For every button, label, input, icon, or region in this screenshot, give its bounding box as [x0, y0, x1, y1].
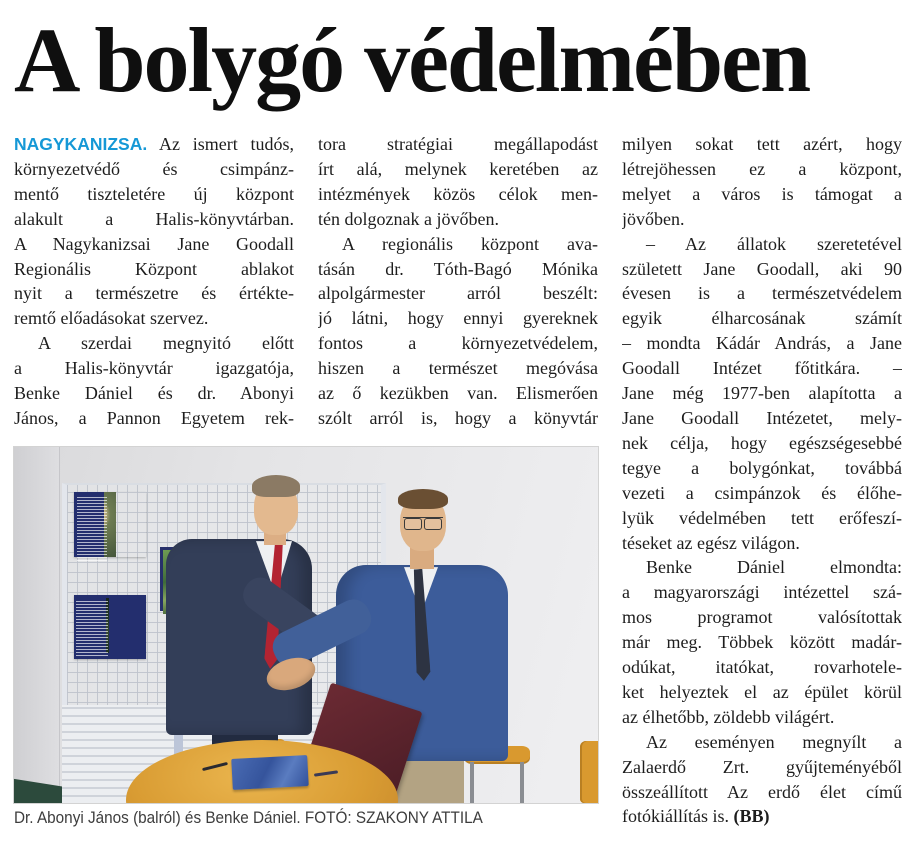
body-text-line: Benke Dániel elmondta:	[646, 557, 902, 578]
body-text-line: intézmények közös célok men-	[318, 183, 598, 204]
body-text-line: mentő tiszteletére új központ	[14, 183, 294, 204]
body-text-line: mos programot valósítottak	[622, 607, 902, 628]
body-text-line: milyen sokat tett azért, hogy	[622, 134, 902, 154]
poster-text-panel	[74, 492, 104, 557]
article-body	[14, 132, 902, 829]
body-text-line: Regionális Központ ablakot	[14, 258, 294, 279]
body-text-line: alpolgármester arról beszélt:	[318, 283, 598, 304]
body-text-line: – Az állatok szeretetével	[646, 233, 902, 254]
body-text-line: egyik élharcosának számít	[622, 308, 902, 329]
poster-text-panel	[74, 598, 106, 653]
blue-folder	[231, 755, 309, 790]
body-text-line: Jane még 1977-ben alapította a	[622, 383, 902, 404]
exhibit-poster-jane-goodall	[74, 492, 146, 557]
body-text-line: vezeti a csimpánzok és élőhe-	[622, 482, 902, 503]
photo-credit: FOTÓ: SZAKONY ATTILA	[304, 808, 483, 828]
body-text-line: évesen is a természetvédelem	[622, 283, 902, 304]
body-text-line: tora stratégiai megállapodást	[318, 134, 598, 154]
article-photo	[14, 447, 598, 829]
body-text-line: szólt arról is, hogy a könyvtár	[318, 407, 598, 428]
body-text-line	[14, 132, 294, 157]
article-column-3	[622, 132, 902, 829]
body-text-line: már meg. Többek között madár-	[622, 632, 902, 653]
body-text-line: Benke Dániel és dr. Abonyi	[14, 383, 294, 404]
body-text: Az ismert tudós,	[158, 134, 294, 154]
person-right-glasses	[403, 517, 443, 528]
body-text-line: az élhetőbb, zöldebb világért.	[622, 706, 835, 727]
body-text-line: tegye a bolygónkat, továbbá	[622, 457, 902, 478]
chair-leg	[470, 762, 474, 803]
body-text-line: Goodall Intézet főtitkára. –	[622, 358, 902, 379]
body-text-line: az ő kezükben van. Elismerően	[318, 383, 598, 404]
wall-corner	[14, 447, 60, 803]
body-text-line: nek célja, hogy egészségesebbé	[622, 432, 902, 453]
body-text-line: hiszen a természet megóvása	[318, 358, 598, 379]
body-text-line	[622, 804, 902, 829]
body-text-line: született Jane Goodall, aki 90	[622, 258, 902, 279]
photo-illustration	[14, 447, 598, 803]
person-left-hair	[252, 475, 300, 497]
body-text-line: jövőben.	[622, 208, 685, 229]
page-title: A bolygó védelmében	[14, 9, 810, 111]
body-text-line: a magyarországi intézettel szá-	[622, 582, 902, 603]
body-text-line: fontos a környezetvédelem,	[318, 333, 598, 354]
body-text-line: írt alá, melynek keretében az	[318, 158, 598, 179]
body-text-line: melyet a város is támogat a	[622, 183, 902, 204]
body-text-line: ket helyeztek el az épület körül	[622, 681, 902, 702]
body-text-line: – mondta Kádár András, a Jane	[622, 333, 902, 354]
body-text-line: jó látni, hogy ennyi gyereknek	[318, 308, 598, 329]
body-text-line: a Halis-könyvtár igazgatója,	[14, 358, 294, 379]
body-text-line: Zalaerdő Zrt. gyűjteményéből	[622, 756, 902, 777]
body-text-line: Jane Goodall Intézetet, mely-	[622, 407, 902, 428]
article-column-2	[318, 132, 598, 432]
article-column-1	[14, 132, 294, 432]
body-text-line: remtő előadásokat szervez.	[14, 308, 209, 329]
body-text-line: alakult a Halis-könyvtárban.	[14, 208, 294, 229]
body-text-line: A szerdai megnyitó előtt	[38, 333, 294, 354]
body-text-line: nyit a természetre és értékte-	[14, 283, 294, 304]
body-text-line: tén dolgoznak a jövőben.	[318, 208, 499, 229]
chair-leg	[520, 762, 524, 803]
caption-text: Dr. Abonyi János (balról) és Benke Dániel.	[14, 808, 301, 828]
person-right-hair	[398, 489, 448, 509]
body-text-line: lyük védelmében tett erőfeszí-	[622, 507, 902, 528]
exhibit-poster-forest	[74, 595, 146, 659]
body-text-line: tásán dr. Tóth-Bagó Mónika	[318, 258, 598, 279]
author-initials: (BB)	[733, 806, 770, 827]
chair-edge-right	[580, 741, 598, 803]
location-kicker: NAGYKANIZSA.	[14, 134, 148, 154]
body-text: fotókiállítás is.	[622, 806, 729, 827]
body-text-line: A regionális központ ava-	[342, 233, 598, 254]
body-text-line: létrejöhessen ez a központ,	[622, 158, 902, 179]
photo-caption	[14, 808, 540, 828]
body-text-line: Az eseményen megnyílt a	[646, 731, 902, 752]
body-text-line: János, a Pannon Egyetem rek-	[14, 407, 294, 428]
body-text-line: A Nagykanizsai Jane Goodall	[14, 233, 294, 254]
body-text-line: összeállított Az erdő élet című	[622, 781, 902, 802]
body-text-line: odúkat, itatókat, rovarhotele-	[622, 657, 902, 678]
body-text-line: téseket az egész világon.	[622, 532, 800, 553]
body-text-line: környezetvédő és csimpánz-	[14, 158, 294, 179]
